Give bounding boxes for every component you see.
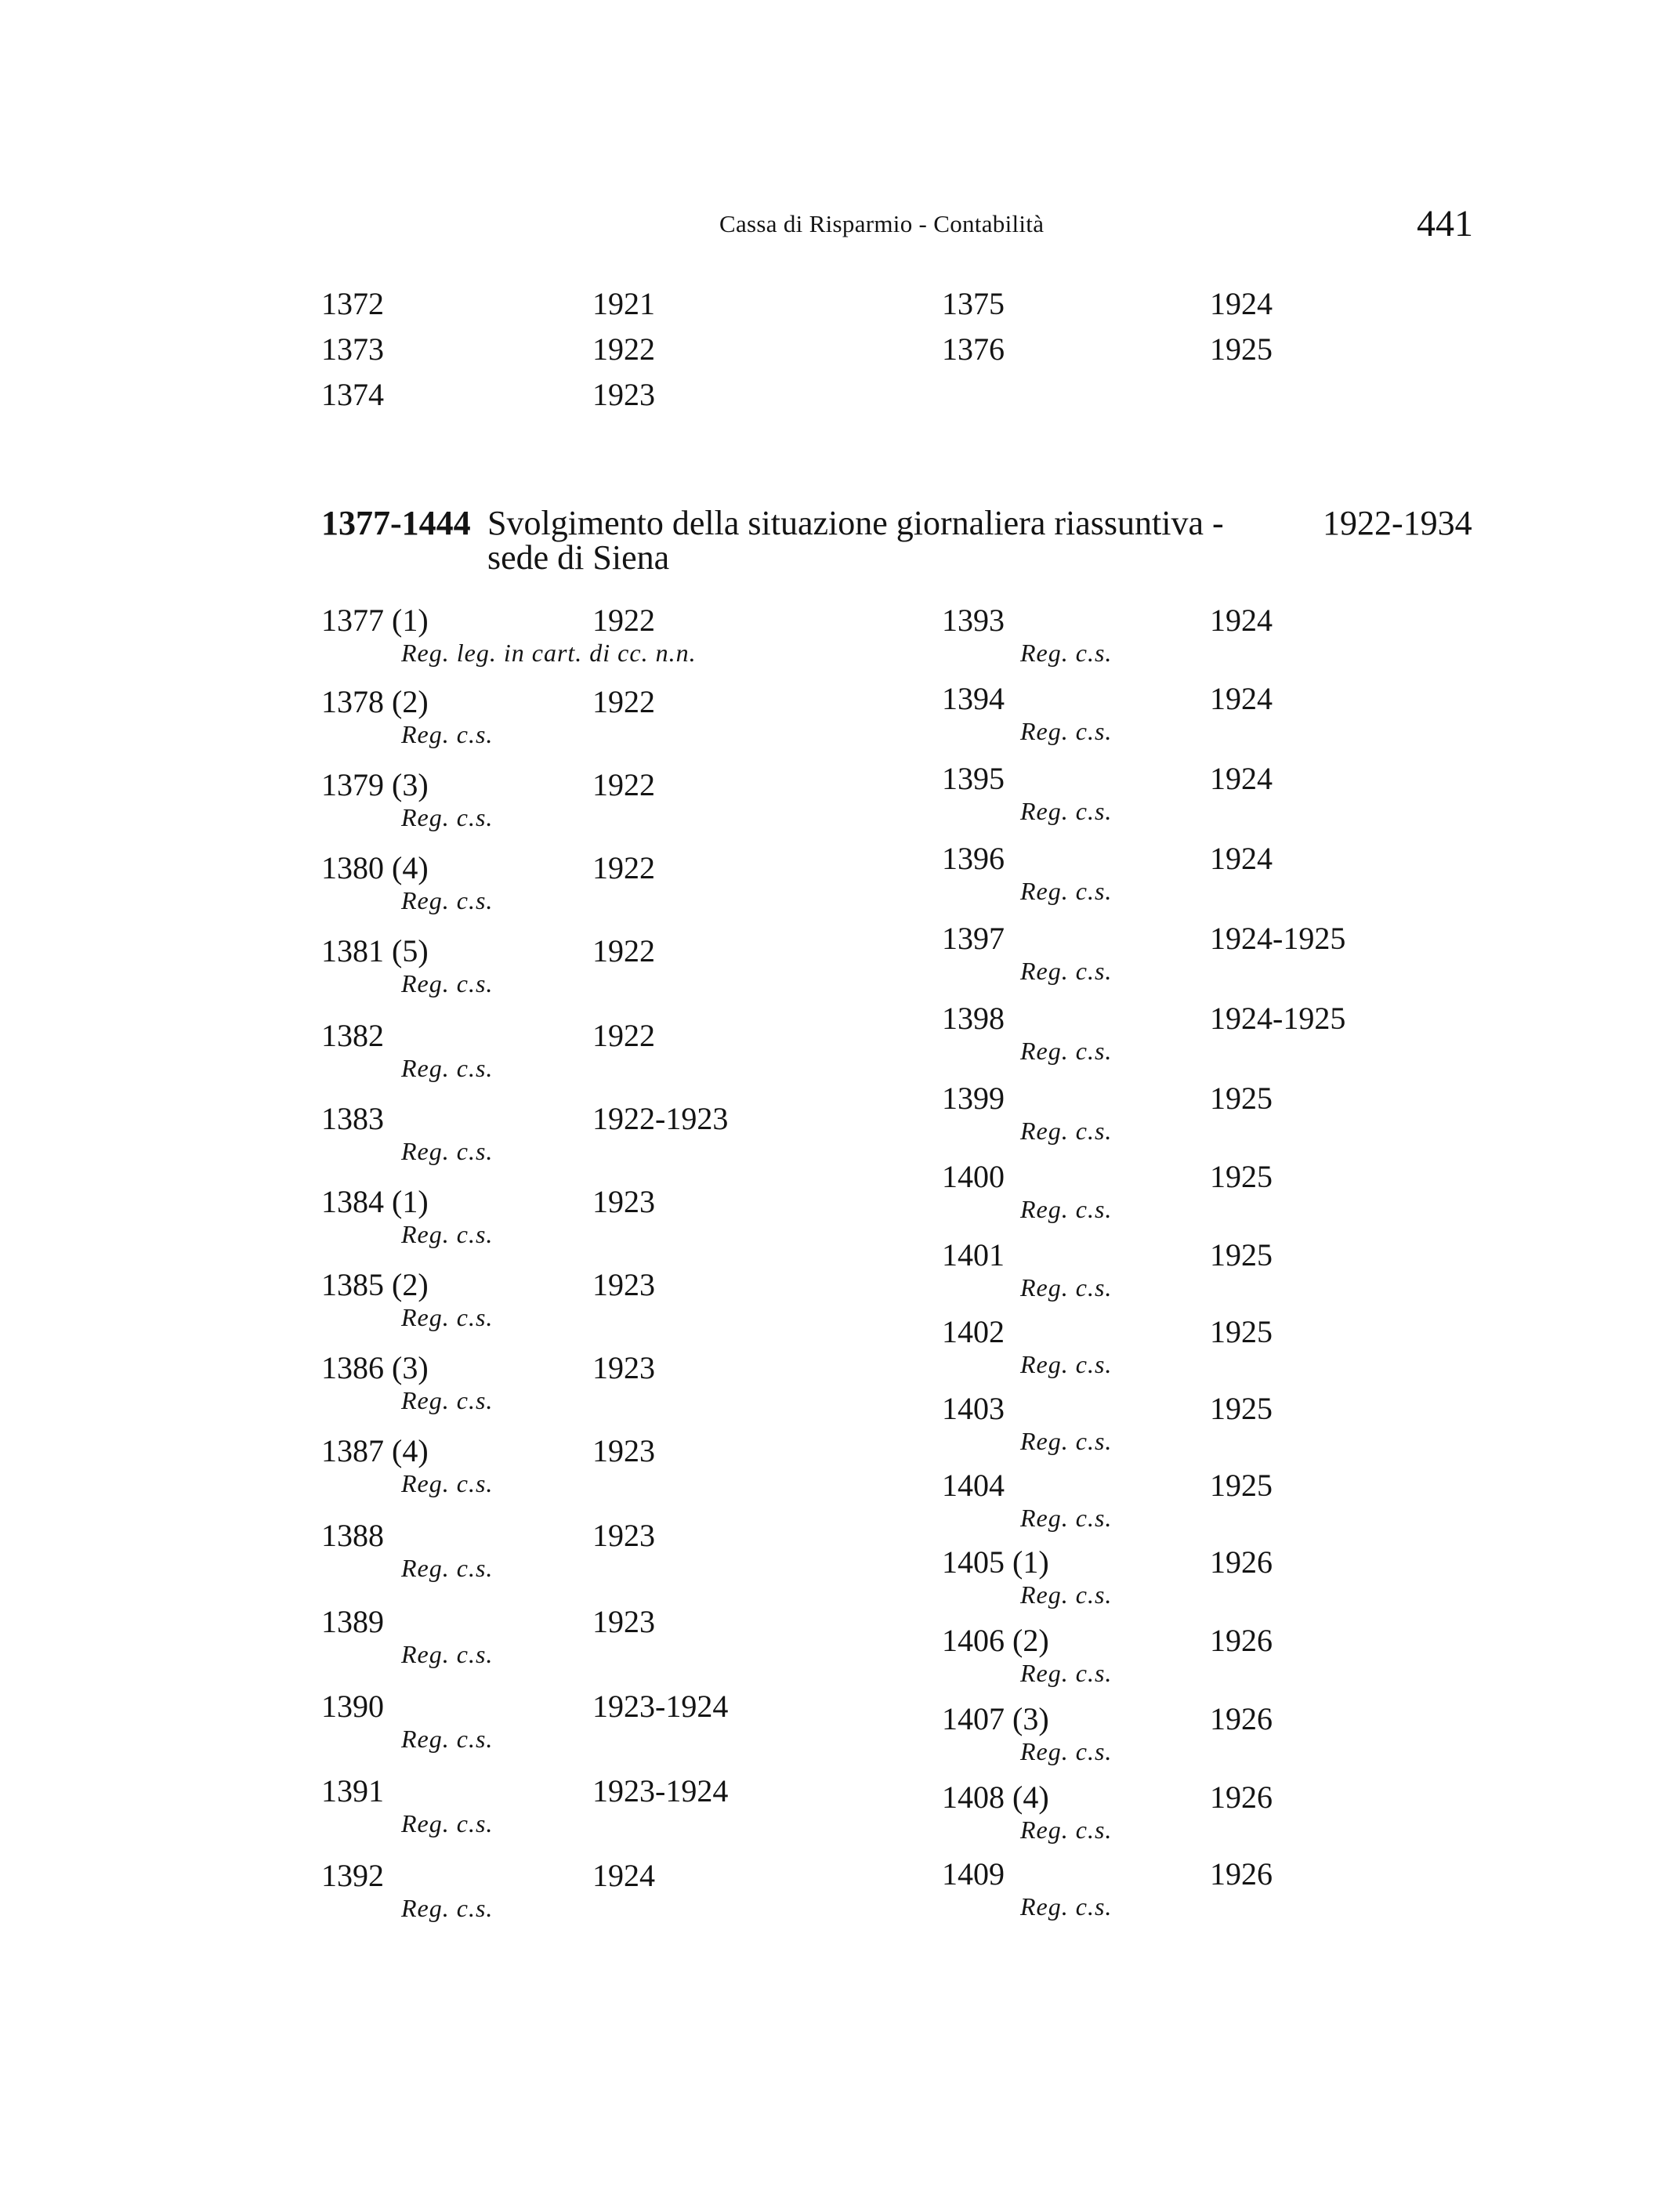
entry-number: 1392 bbox=[321, 1858, 384, 1893]
entry-year: 1924-1925 bbox=[1210, 1001, 1346, 1036]
entry-number: 1378 (2) bbox=[321, 684, 429, 719]
entry-number: 1409 bbox=[942, 1856, 1005, 1892]
entry-note: Reg. c.s. bbox=[1020, 1195, 1113, 1223]
continued-year: 1921 bbox=[592, 286, 655, 321]
entry-year: 1922 bbox=[592, 933, 655, 968]
entry-note: Reg. c.s. bbox=[401, 1054, 494, 1082]
entry-year: 1922 bbox=[592, 767, 655, 802]
entry-number: 1390 bbox=[321, 1689, 384, 1724]
continued-year: 1925 bbox=[1210, 331, 1273, 367]
entry-note: Reg. c.s. bbox=[401, 1725, 494, 1753]
entry-note: Reg. c.s. bbox=[1020, 1892, 1113, 1921]
entry-year: 1924 bbox=[1210, 681, 1273, 716]
entry-note: Reg. c.s. bbox=[1020, 1737, 1113, 1765]
entry-note: Reg. c.s. bbox=[401, 1809, 494, 1837]
entry-number: 1405 (1) bbox=[942, 1544, 1049, 1580]
entry-number: 1387 (4) bbox=[321, 1433, 429, 1468]
entry-number: 1379 (3) bbox=[321, 767, 429, 802]
entry-year: 1924 bbox=[592, 1858, 655, 1893]
entry-year: 1925 bbox=[1210, 1314, 1273, 1349]
entry-note: Reg. leg. in cart. di cc. n.n. bbox=[401, 639, 697, 667]
entry-year: 1925 bbox=[1210, 1468, 1273, 1503]
entry-year: 1922 bbox=[592, 603, 655, 638]
entry-year: 1924 bbox=[1210, 603, 1273, 638]
entry-year: 1923 bbox=[592, 1267, 655, 1302]
entry-note: Reg. c.s. bbox=[1020, 1659, 1113, 1687]
entry-number: 1393 bbox=[942, 603, 1005, 638]
continued-number: 1374 bbox=[321, 377, 384, 412]
section-title-line: sede di Siena bbox=[487, 538, 670, 577]
entry-year: 1926 bbox=[1210, 1544, 1273, 1580]
entry-note: Reg. c.s. bbox=[401, 1640, 494, 1668]
entry-year: 1923-1924 bbox=[592, 1773, 729, 1808]
continued-year: 1922 bbox=[592, 331, 655, 367]
section-title bbox=[487, 506, 1287, 575]
entry-note: Reg. c.s. bbox=[1020, 639, 1113, 667]
entry-number: 1382 bbox=[321, 1018, 384, 1053]
entry-number: 1377 (1) bbox=[321, 603, 429, 638]
entry-note: Reg. c.s. bbox=[1020, 797, 1113, 825]
section-id: 1377-1444 bbox=[321, 504, 471, 542]
entry-year: 1925 bbox=[1210, 1237, 1273, 1273]
entry-note: Reg. c.s. bbox=[1020, 1427, 1113, 1455]
continued-number: 1373 bbox=[321, 331, 384, 367]
entry-number: 1402 bbox=[942, 1314, 1005, 1349]
entry-year: 1925 bbox=[1210, 1081, 1273, 1116]
entry-number: 1391 bbox=[321, 1773, 384, 1808]
entry-number: 1397 bbox=[942, 921, 1005, 956]
entry-year: 1924-1925 bbox=[1210, 921, 1346, 956]
entry-note: Reg. c.s. bbox=[401, 1137, 494, 1165]
entry-number: 1388 bbox=[321, 1518, 384, 1553]
continued-number: 1375 bbox=[942, 286, 1005, 321]
entry-number: 1399 bbox=[942, 1081, 1005, 1116]
entry-number: 1404 bbox=[942, 1468, 1005, 1503]
entry-year: 1923 bbox=[592, 1604, 655, 1639]
page-number: 441 bbox=[1417, 203, 1473, 244]
continued-number: 1376 bbox=[942, 331, 1005, 367]
entry-note: Reg. c.s. bbox=[1020, 957, 1113, 985]
entry-note: Reg. c.s. bbox=[1020, 1117, 1113, 1145]
continued-number: 1372 bbox=[321, 286, 384, 321]
entry-number: 1384 (1) bbox=[321, 1184, 429, 1219]
entry-year: 1924 bbox=[1210, 761, 1273, 796]
entry-note: Reg. c.s. bbox=[1020, 1350, 1113, 1378]
continued-year: 1923 bbox=[592, 377, 655, 412]
entry-note: Reg. c.s. bbox=[401, 1220, 494, 1248]
entry-year: 1925 bbox=[1210, 1159, 1273, 1194]
entry-year: 1926 bbox=[1210, 1623, 1273, 1658]
entry-number: 1389 bbox=[321, 1604, 384, 1639]
entry-number: 1408 (4) bbox=[942, 1779, 1049, 1815]
entry-note: Reg. c.s. bbox=[401, 1303, 494, 1331]
entry-note: Reg. c.s. bbox=[401, 1894, 494, 1922]
entry-note: Reg. c.s. bbox=[401, 1386, 494, 1414]
entry-number: 1394 bbox=[942, 681, 1005, 716]
entry-note: Reg. c.s. bbox=[401, 1469, 494, 1497]
entry-note: Reg. c.s. bbox=[401, 720, 494, 748]
entry-year: 1922-1923 bbox=[592, 1101, 729, 1136]
entry-note: Reg. c.s. bbox=[1020, 1816, 1113, 1844]
running-title: Cassa di Risparmio - Contabilità bbox=[719, 210, 1045, 237]
entry-number: 1380 (4) bbox=[321, 850, 429, 885]
entry-year: 1922 bbox=[592, 1018, 655, 1053]
entry-year: 1926 bbox=[1210, 1701, 1273, 1736]
entry-number: 1386 (3) bbox=[321, 1350, 429, 1385]
entry-note: Reg. c.s. bbox=[1020, 877, 1113, 905]
entry-year: 1922 bbox=[592, 684, 655, 719]
entry-number: 1406 (2) bbox=[942, 1623, 1049, 1658]
entry-note: Reg. c.s. bbox=[1020, 1580, 1113, 1609]
continued-year: 1924 bbox=[1210, 286, 1273, 321]
entry-year: 1923 bbox=[592, 1433, 655, 1468]
entry-number: 1398 bbox=[942, 1001, 1005, 1036]
entry-number: 1383 bbox=[321, 1101, 384, 1136]
entry-note: Reg. c.s. bbox=[401, 803, 494, 831]
entry-year: 1923-1924 bbox=[592, 1689, 729, 1724]
entry-year: 1923 bbox=[592, 1350, 655, 1385]
entry-number: 1400 bbox=[942, 1159, 1005, 1194]
section-title-line: Svolgimento della situazione giornaliera riassuntiva - bbox=[487, 504, 1224, 542]
entry-year: 1926 bbox=[1210, 1779, 1273, 1815]
entry-year: 1925 bbox=[1210, 1391, 1273, 1426]
entry-number: 1395 bbox=[942, 761, 1005, 796]
entry-note: Reg. c.s. bbox=[1020, 717, 1113, 745]
entry-number: 1403 bbox=[942, 1391, 1005, 1426]
entry-note: Reg. c.s. bbox=[401, 886, 494, 914]
entry-year: 1924 bbox=[1210, 841, 1273, 876]
entry-note: Reg. c.s. bbox=[1020, 1273, 1113, 1302]
entry-note: Reg. c.s. bbox=[401, 969, 494, 997]
entry-year: 1922 bbox=[592, 850, 655, 885]
entry-year: 1923 bbox=[592, 1518, 655, 1553]
section-dates: 1922-1934 bbox=[1323, 504, 1472, 542]
entry-note: Reg. c.s. bbox=[1020, 1037, 1113, 1065]
entry-number: 1407 (3) bbox=[942, 1701, 1049, 1736]
entry-number: 1401 bbox=[942, 1237, 1005, 1273]
entry-note: Reg. c.s. bbox=[401, 1554, 494, 1582]
entry-number: 1381 (5) bbox=[321, 933, 429, 968]
entry-year: 1926 bbox=[1210, 1856, 1273, 1892]
entry-year: 1923 bbox=[592, 1184, 655, 1219]
entry-number: 1396 bbox=[942, 841, 1005, 876]
entry-number: 1385 (2) bbox=[321, 1267, 429, 1302]
entry-note: Reg. c.s. bbox=[1020, 1504, 1113, 1532]
